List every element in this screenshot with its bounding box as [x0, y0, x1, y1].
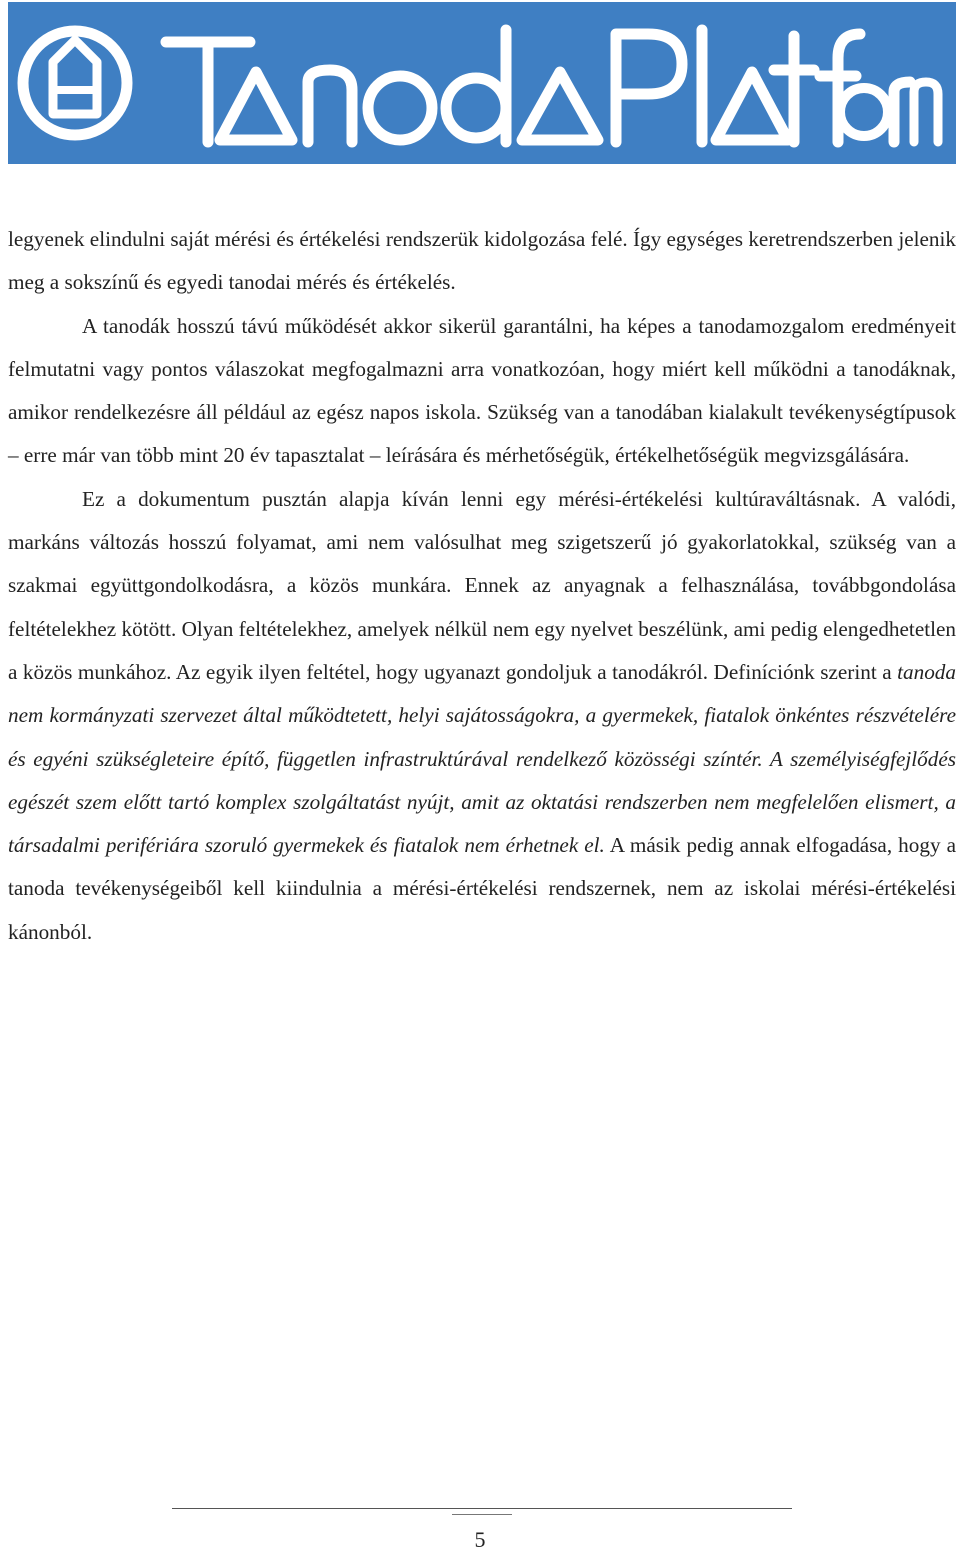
paragraph-3-text-start: Ez a dokumentum pusztán alapja kíván lenni egy mérési-értékelési kultúraváltásnak. A valódi, markáns változás hosszú folyamat, ami nem valósulhat meg szigetszerű jó gyakorlatokkal, szükség van a szakmai együttgondolkodásra, a közös munkára. Ennek az anyagnak a felhasználása, továbbgondolása feltételekhez kötött. Olyan feltételekhez, amelyek nélkül nem egy nyelvet beszélünk, ami pedig elengedhetetlen a közös munkához. Az egyik ilyen feltétel, hogy ugyanazt gondoljuk a tanodákról. Definíciónk szerint a — [8, 486, 956, 684]
paragraph-3 — [8, 478, 956, 954]
tanodaplatform-logo — [8, 2, 956, 164]
paragraph-2: A tanodák hosszú távú működését akkor sikerül garantálni, ha képes a tanodamozgalom eredményeit felmutatni vagy pontos válaszokat megfogalmazni arra vonatkozóan, hogy miért kell működni a tanodáknak, amikor rendelkezésre áll például az egész napos iskola. Szükség van a tanodában kialakult tevékenységtípusok – erre már van több mint 20 év tapasztalat – leírására és mérhetőségük, értékelhetőségük megvizsgálására. — [8, 313, 956, 468]
document-body — [8, 218, 956, 954]
tanoda-definition: tanoda nem kormányzati szervezet által működtetett, helyi sajátosságokra, a gyermekek, fiatalok önkéntes részvételére és egyéni szükségleteire építő, független infrastruktúrával rendelkező közösségi színtér. A személyiségfejlődés egészét szem előtt tartó komplex szolgáltatást nyújt, amit az oktatási rendszerben nem megfelelően elismert, a társadalmi perifériára szoruló gyermekek és fiatalok nem érhetnek el. — [8, 659, 956, 858]
paragraph-1: legyenek elindulni saját mérési és értékelési rendszerük kidolgozása felé. Így egységes keretrendszerben jelenik meg a sokszínű és egyedi tanodai mérés és értékelés. — [8, 227, 956, 295]
page-number: 5 — [474, 1527, 486, 1552]
footer-rule — [172, 1508, 792, 1509]
footer-rule-short — [452, 1514, 512, 1515]
header-banner — [8, 2, 956, 164]
paragraph-3-text-end: A másik pedig annak elfogadása, hogy a tanoda tevékenységeiből kell kiindulnia a mérési-értékelési rendszernek, nem az iskolai mérési-értékelési kánonból. — [8, 833, 956, 944]
